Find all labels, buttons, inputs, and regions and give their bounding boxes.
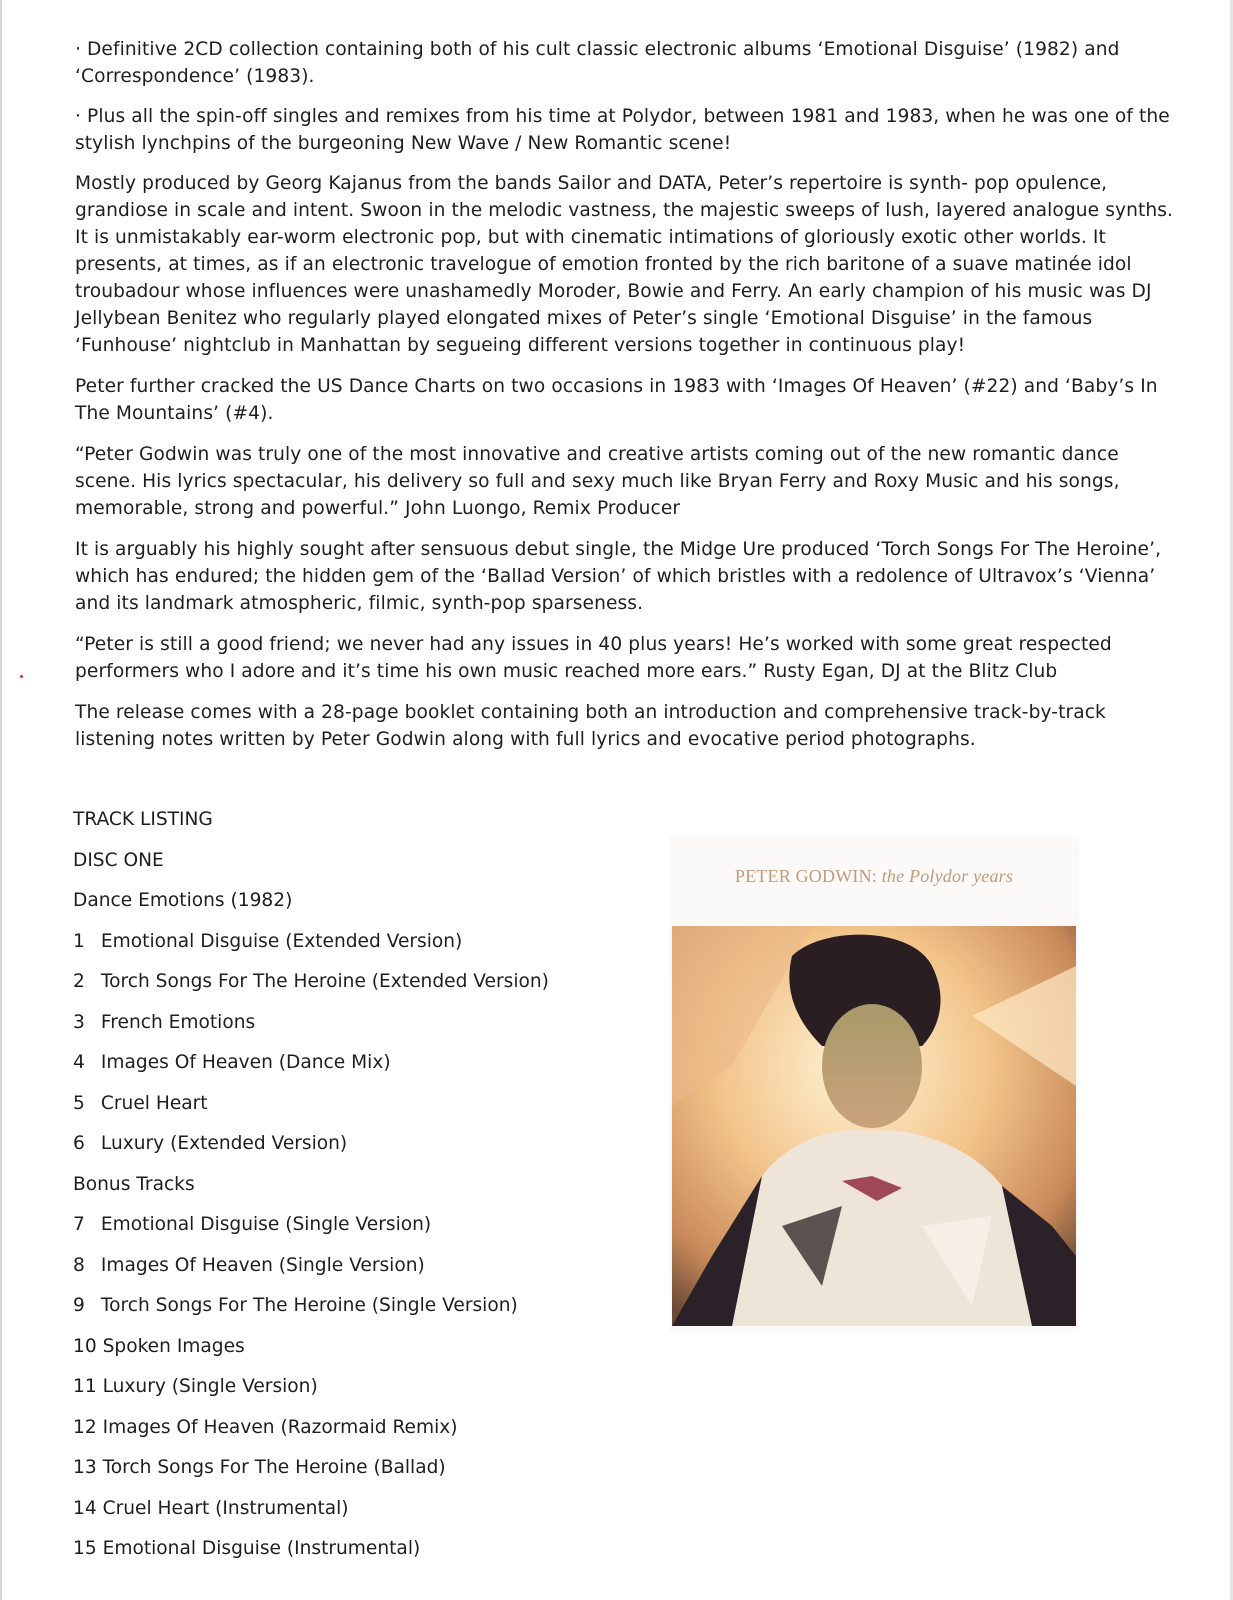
track-item — [73, 1535, 653, 1576]
bullet-paragraph: · Definitive 2CD collection containing both of his cult classic electronic albums ‘Emotional Disguise’ (1982) and ‘Correspondence’ (1983). — [75, 39, 1120, 87]
track-title: Cruel Heart (Instrumental) — [102, 1497, 349, 1519]
track-number: 8 — [73, 1254, 85, 1276]
track-number: 6 — [73, 1133, 85, 1154]
track-title: Images Of Heaven (Razormaid Remix) — [102, 1416, 458, 1438]
track-number: 12 — [73, 1416, 97, 1438]
track-number: 15 — [73, 1538, 97, 1559]
track-item — [73, 1333, 653, 1374]
track-listing-heading: TRACK LISTING — [73, 809, 213, 830]
track-title: Torch Songs For The Heroine (Extended Version) — [100, 971, 549, 992]
bonus-heading: Bonus Tracks — [73, 1173, 195, 1195]
paragraph-debut-single: It is arguably his highly sought after sensuous debut single, the Midge Ure produced ‘Torch Songs For The Heroine’, which has endured; the hidden gem of the ‘Ballad Version’ of which bristles with a redolence of Ultravox’s ‘Vienna’ and its landmark atmospheric, filmic, synth-pop sparseness. — [75, 539, 1162, 614]
bullet-icon: · — [75, 106, 82, 127]
track-title: Luxury (Extended Version) — [100, 1133, 348, 1154]
cover-title — [670, 866, 1078, 887]
track-item — [73, 1454, 653, 1495]
track-title: Emotional Disguise (Single Version) — [100, 1214, 432, 1235]
track-item — [73, 1090, 653, 1131]
paragraph-charts: Peter further cracked the US Dance Charts on two occasions in 1983 with ‘Images Of Heaven’ (#22) and ‘Baby’s In The Mountains’ (#4). — [75, 376, 1158, 424]
track-item — [73, 1130, 653, 1171]
scan-speck — [20, 675, 23, 678]
bullet-paragraph: · Plus all the spin-off singles and remixes from his time at Polydor, between 1981 and 1983, when he was one of the stylish lynchpins of the burgeoning New Wave / New Romantic scene! — [75, 106, 1170, 154]
track-item — [73, 1009, 653, 1050]
disc-heading: DISC ONE — [73, 849, 164, 871]
track-number: 14 — [73, 1497, 97, 1519]
track-number: 9 — [73, 1295, 85, 1316]
track-item — [73, 1252, 653, 1293]
cover-subtitle: the Polydor years — [881, 866, 1014, 886]
track-item — [73, 1373, 653, 1414]
track-number: 11 — [73, 1376, 97, 1397]
track-item — [73, 1414, 653, 1455]
track-title: Spoken Images — [102, 1335, 245, 1357]
track-number: 7 — [73, 1214, 85, 1235]
quote-john-luongo: “Peter Godwin was truly one of the most innovative and creative artists coming out of the new romantic dance scene. His lyrics spectacular, his delivery so full and sexy much like Bryan Ferry and Roxy Music and his songs, memorable, strong and powerful.” John Luongo, Remix Producer — [75, 444, 1120, 519]
cover-artist: PETER GODWIN: — [734, 866, 877, 886]
track-number: 2 — [73, 971, 85, 992]
track-title: Images Of Heaven (Single Version) — [100, 1254, 425, 1276]
track-group-bonus — [73, 1211, 653, 1576]
track-number: 3 — [73, 1011, 85, 1033]
scan-edge-left — [0, 0, 2, 1600]
track-title: Emotional Disguise (Extended Version) — [100, 930, 463, 952]
quote-rusty-egan: “Peter is still a good friend; we never had any issues in 40 plus years! He’s worked with some great respected performers who I adore and it’s time his own music reached more ears.” Rusty Egan, DJ at the Blitz Club — [75, 634, 1112, 682]
track-title: Images Of Heaven (Dance Mix) — [100, 1052, 391, 1073]
track-number: 10 — [73, 1335, 97, 1357]
track-item — [73, 968, 653, 1009]
track-title: Cruel Heart — [100, 1092, 208, 1114]
press-release-body — [75, 36, 1175, 767]
album-heading: Dance Emotions (1982) — [73, 890, 293, 911]
track-title: Torch Songs For The Heroine (Single Version) — [100, 1295, 518, 1316]
paragraph-booklet: The release comes with a 28-page booklet containing both an introduction and comprehensive track-by-track listening notes written by Peter Godwin along with full lyrics and evocative period photographs. — [75, 702, 1106, 750]
track-item — [73, 928, 653, 969]
paragraph-description: Mostly produced by Georg Kajanus from the bands Sailor and DATA, Peter’s repertoire is synth- pop opulence, grandiose in scale and intent. Swoon in the melodic vastness, the majestic sweeps of lush, layered analogue synths. It is unmistakably ear-worm electronic pop, but with cinematic intimations of gloriously exotic other worlds. It presents, at times, as if an electronic travelogue of emotion fronted by the rich baritone of a suave matinée idol troubadour whose influences were unashamedly Moroder, Bowie and Ferry. An early champion of his music was DJ Jellybean Benitez who regularly played elongated mixes of Peter’s single ‘Emotional Disguise’ in the famous ‘Funhouse’ nightclub in Manhattan by segueing different versions together in continuous play! — [75, 173, 1174, 356]
track-title: Emotional Disguise (Instrumental) — [102, 1538, 421, 1559]
track-number: 13 — [73, 1457, 97, 1478]
track-item — [73, 1495, 653, 1536]
track-number: 1 — [73, 930, 85, 952]
track-title: French Emotions — [100, 1011, 256, 1033]
track-group-main — [73, 928, 653, 1171]
track-title: Luxury (Single Version) — [102, 1376, 318, 1397]
album-cover — [670, 838, 1078, 1330]
cover-portrait-image — [672, 926, 1076, 1326]
track-item — [73, 1292, 653, 1333]
track-item — [73, 1211, 653, 1252]
cover-photo — [672, 926, 1076, 1326]
track-number: 4 — [73, 1052, 85, 1073]
track-number: 5 — [73, 1092, 85, 1114]
track-item — [73, 1049, 653, 1090]
track-listing — [73, 806, 653, 1576]
track-title: Torch Songs For The Heroine (Ballad) — [102, 1457, 446, 1478]
bullet-icon: · — [75, 39, 82, 60]
